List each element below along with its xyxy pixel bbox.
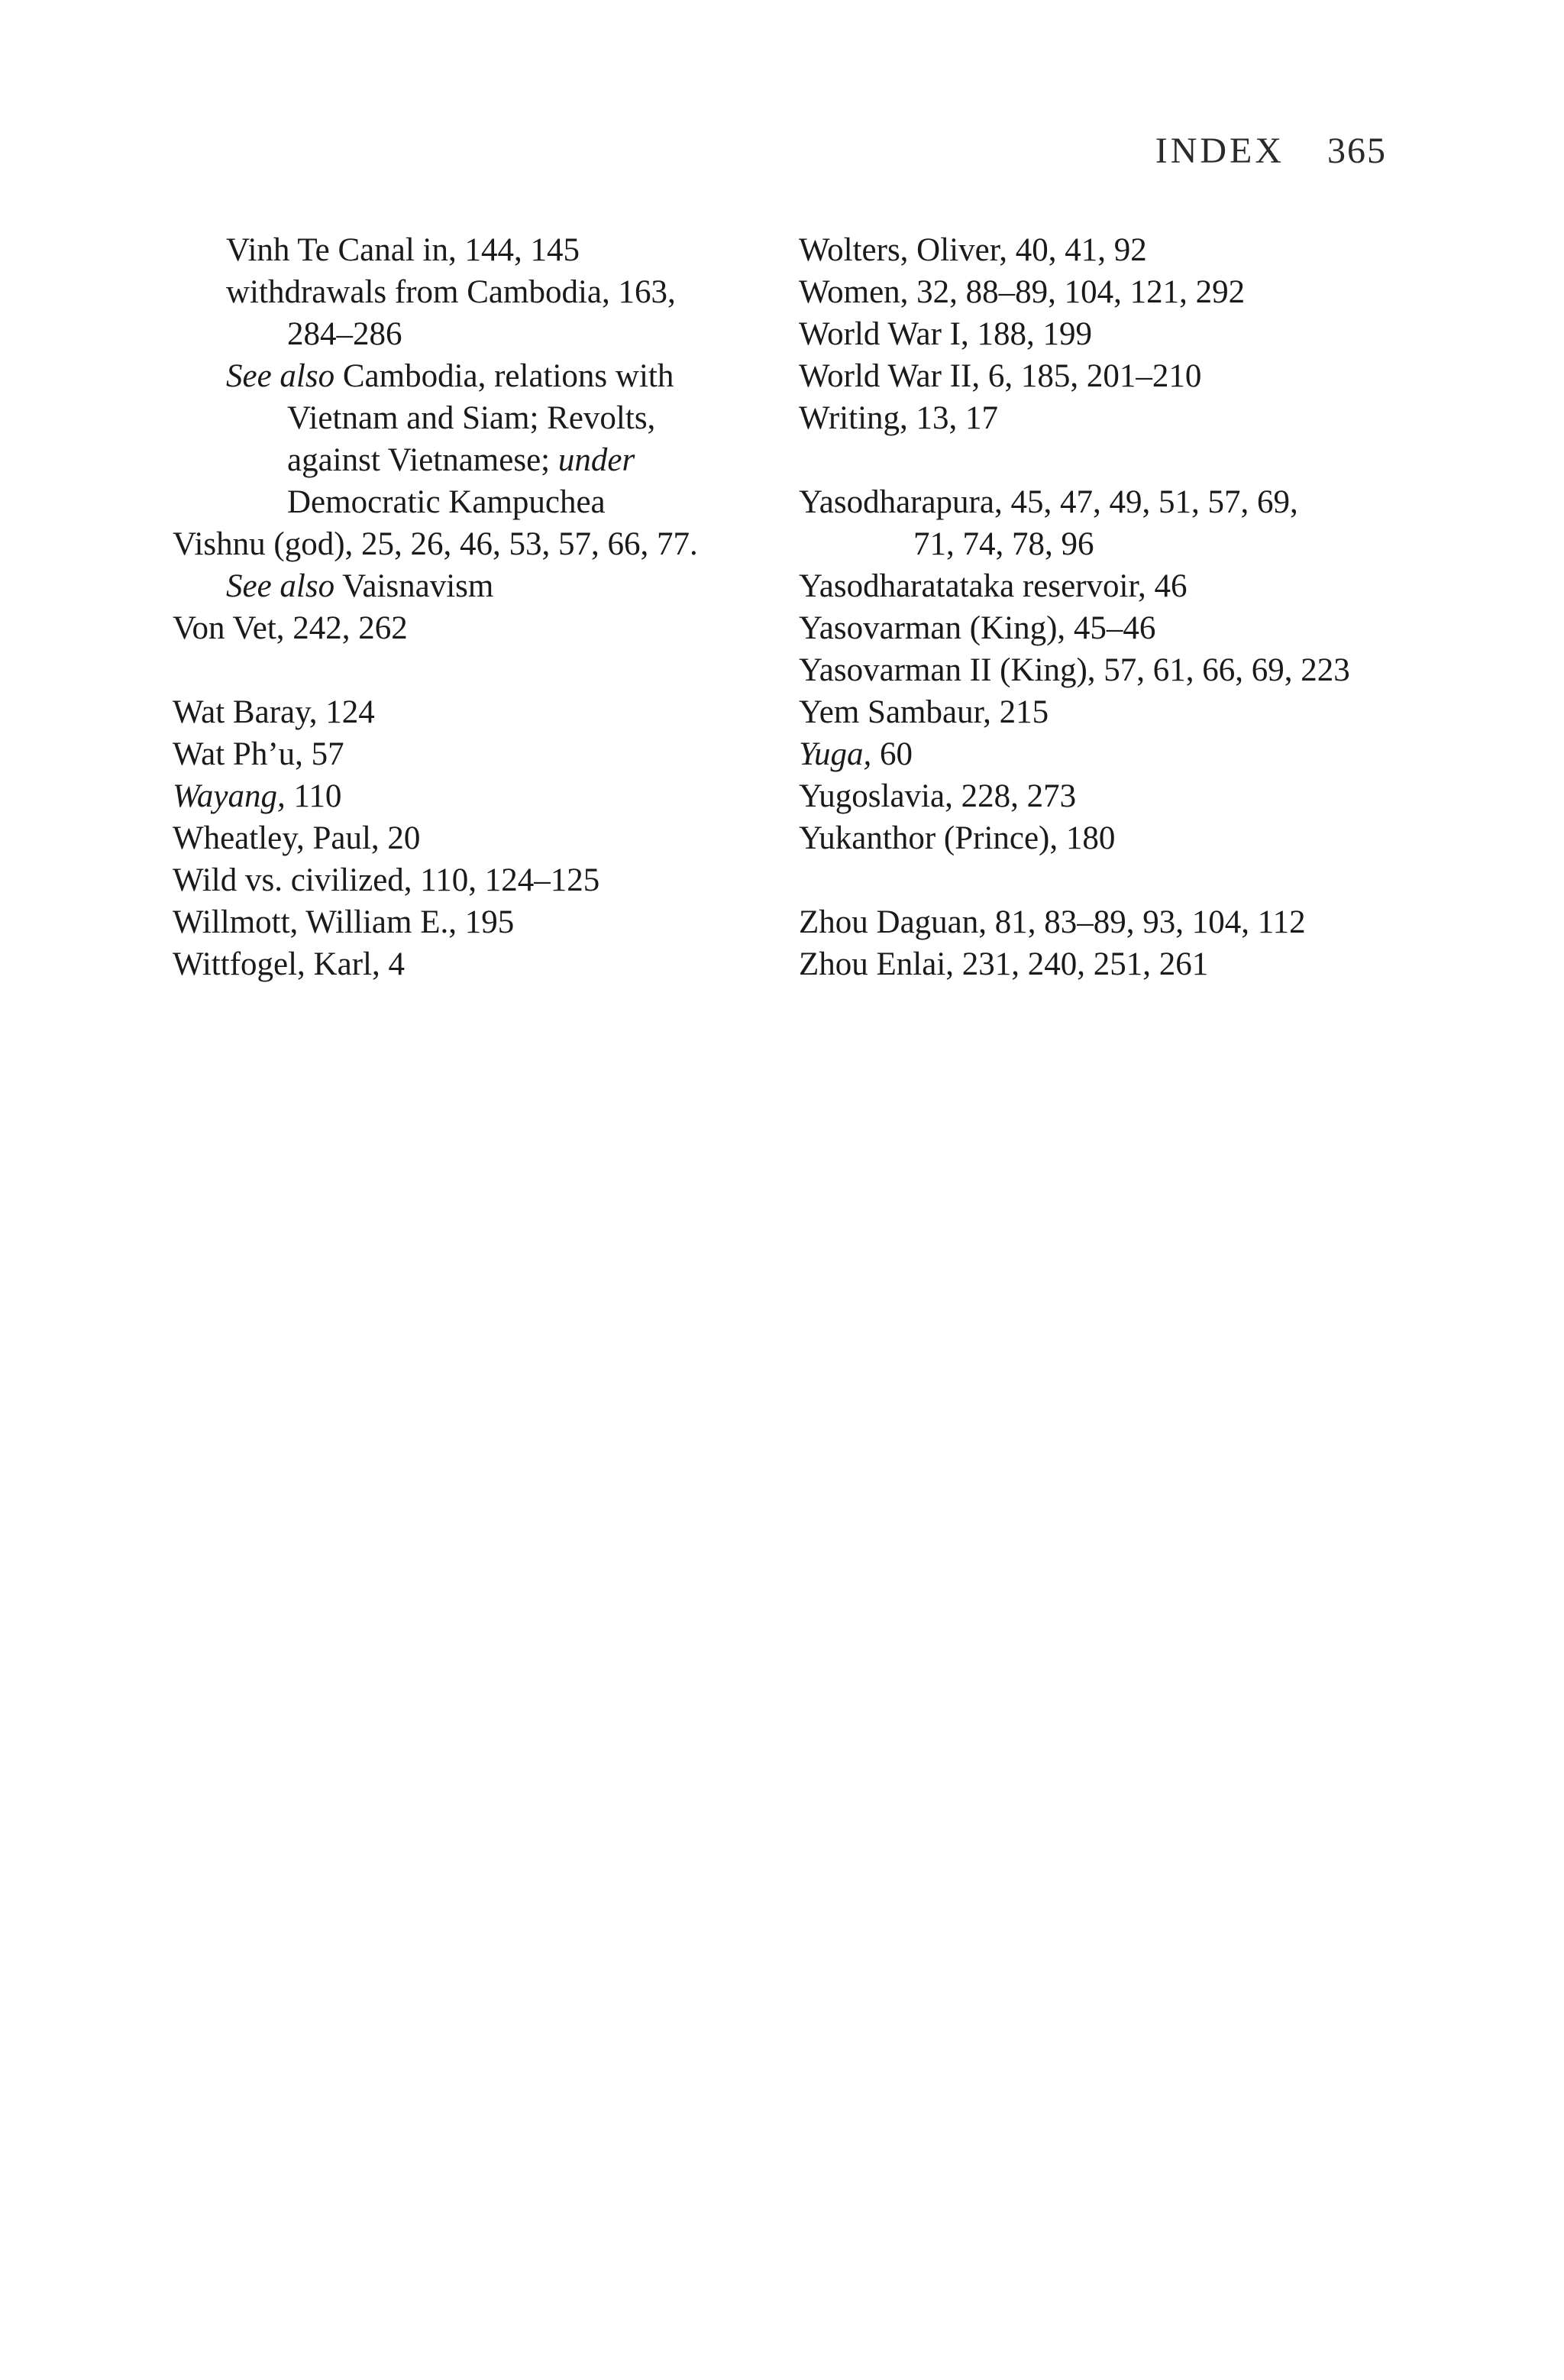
index-cross-reference: See also Cambodia, relations with (226, 358, 674, 394)
index-continuation: 284–286 (287, 316, 402, 352)
index-entry: Wild vs. civilized, 110, 124–125 (173, 862, 600, 898)
index-entry: Wat Baray, 124 (173, 694, 375, 730)
index-entry: Wayang, 110 (173, 778, 342, 814)
index-column-left (173, 229, 698, 985)
letter-group-gap (799, 859, 1350, 901)
index-entry: Yasovarman (King), 45–46 (799, 610, 1156, 646)
index-entry: Yasodharatataka reservoir, 46 (799, 568, 1188, 604)
index-entry: Yukanthor (Prince), 180 (799, 820, 1116, 856)
index-entry: Zhou Daguan, 81, 83–89, 93, 104, 112 (799, 904, 1306, 940)
index-entry: Wat Ph’u, 57 (173, 736, 344, 772)
index-entry: Von Vet, 242, 262 (173, 610, 408, 646)
letter-group-gap (173, 649, 698, 691)
index-entry: Wheatley, Paul, 20 (173, 820, 421, 856)
header-title: INDEX (1155, 131, 1284, 171)
index-entry: Wolters, Oliver, 40, 41, 92 (799, 232, 1147, 268)
letter-group-gap (799, 439, 1350, 481)
index-subentry: withdrawals from Cambodia, 163, (226, 274, 676, 310)
index-entry: Women, 32, 88–89, 104, 121, 292 (799, 274, 1246, 310)
index-column-right (799, 229, 1350, 985)
index-entry: Yugoslavia, 228, 273 (799, 778, 1077, 814)
index-entry: World War II, 6, 185, 201–210 (799, 358, 1202, 394)
index-entry: Yem Sambaur, 215 (799, 694, 1049, 730)
index-continuation: against Vietnamese; under (287, 442, 635, 478)
index-entry: World War I, 188, 199 (799, 316, 1092, 352)
index-entry: Willmott, William E., 195 (173, 904, 515, 940)
index-entry: Zhou Enlai, 231, 240, 251, 261 (799, 946, 1209, 982)
running-header (1155, 128, 1387, 174)
index-entry: Yasovarman II (King), 57, 61, 66, 69, 223 (799, 652, 1350, 688)
index-continuation: 71, 74, 78, 96 (913, 526, 1094, 562)
index-entry: Writing, 13, 17 (799, 400, 999, 436)
page-number: 365 (1327, 131, 1387, 171)
index-entry: Yasodharapura, 45, 47, 49, 51, 57, 69, (799, 484, 1298, 520)
index-entry: Vishnu (god), 25, 26, 46, 53, 57, 66, 77. (173, 526, 698, 562)
index-entry: Wittfogel, Karl, 4 (173, 946, 405, 982)
index-entry: Yuga, 60 (799, 736, 913, 772)
index-subentry: Vinh Te Canal in, 144, 145 (226, 232, 580, 268)
index-continuation: Democratic Kampuchea (287, 484, 606, 520)
index-continuation: Vietnam and Siam; Revolts, (287, 400, 656, 436)
index-cross-reference: See also Vaisnavism (226, 568, 494, 604)
